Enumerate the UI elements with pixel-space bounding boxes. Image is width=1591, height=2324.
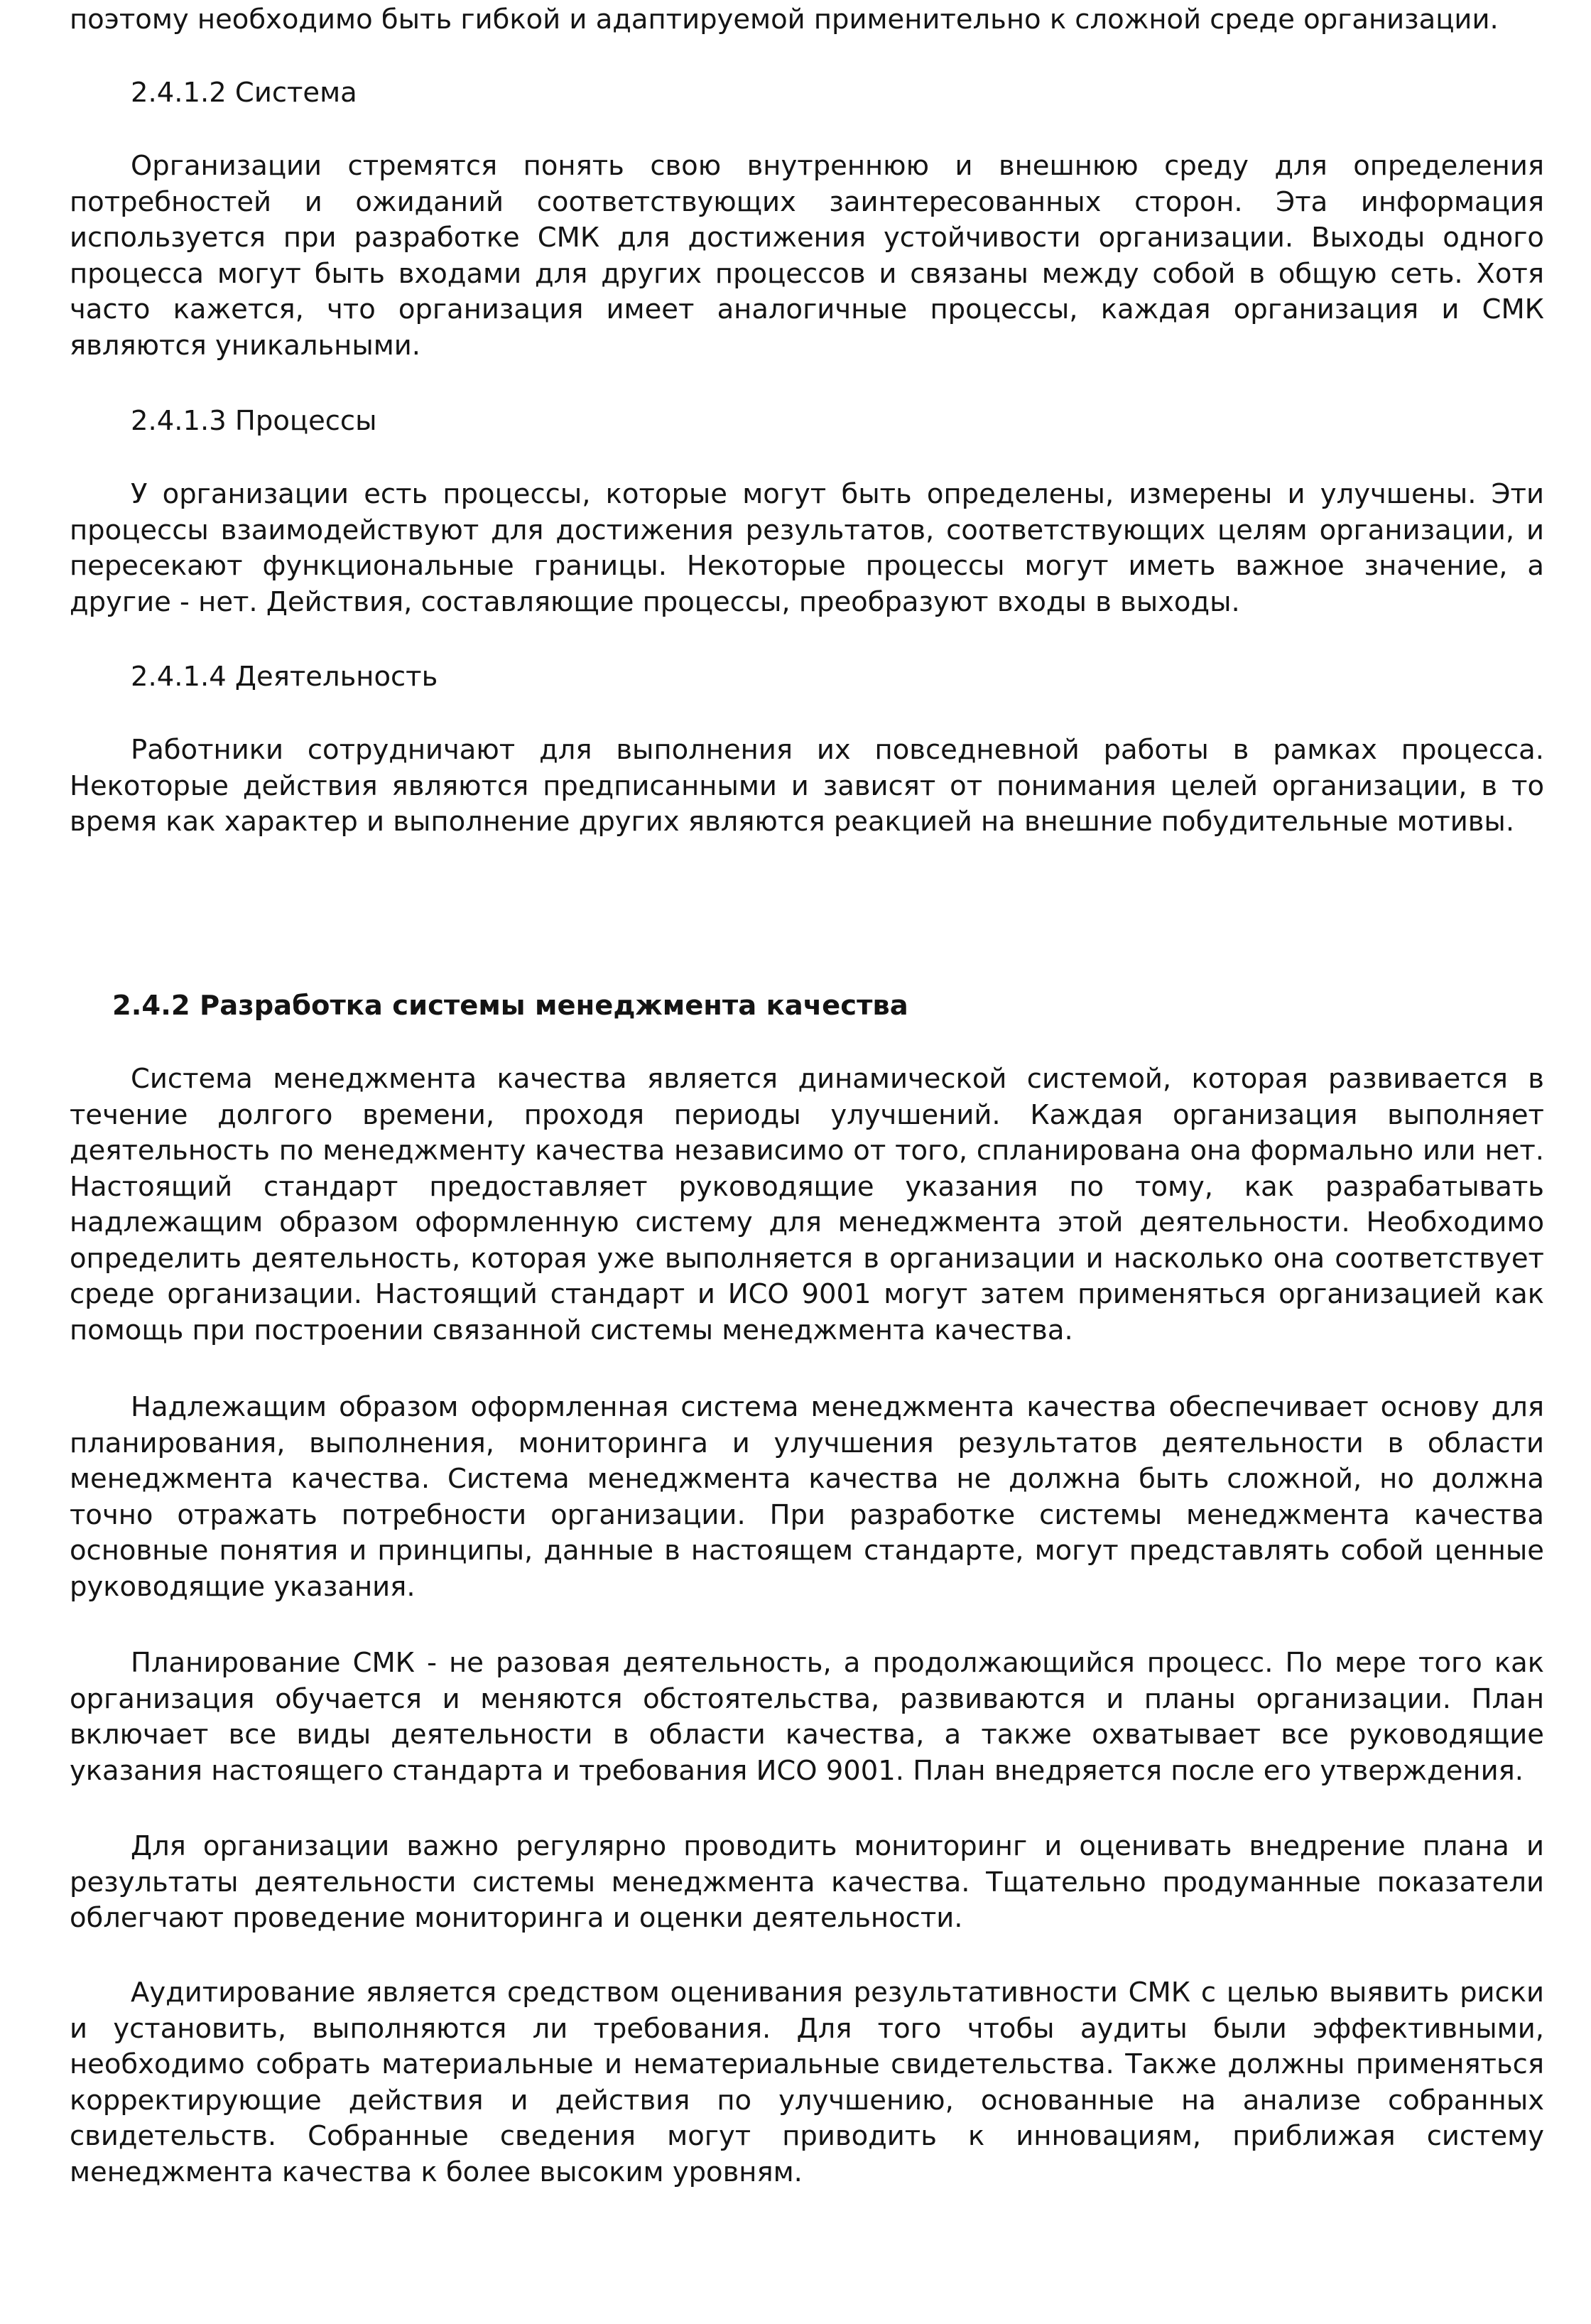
section-heading-2-4-2: 2.4.2 Разработка системы менеджмента качества xyxy=(112,990,908,1022)
paragraph-development-1: Система менеджмента качества является динамической системой, которая развивается в течение долгого времени, проходя периоды улучшений. Каждая организация выполняет деятельность по менеджменту качества независимо от того, спланирована она формально или нет. Настоящий стандарт предоставляет руководящие указания по тому, как разрабатывать надлежащим образом оформленную систему для менеджмента этой деятельности. Необходимо определить деятельность, которая уже выполняется в организации и насколько она соответствует среде организации. Настоящий стандарт и ИСО 9001 могут затем применяться организацией как помощь при построении связанной системы менеджмента качества. xyxy=(70,1063,1544,1346)
document-page xyxy=(70,0,1544,2324)
paragraph-development-2: Надлежащим образом оформленная система менеджмента качества обеспечивает основу для планирования, выполнения, мониторинга и улучшения результатов деятельности в области менеджмента качества. Система менеджмента качества не должна быть сложной, но должна точно отражать потребности организации. При разработке системы менеджмента качества основные понятия и принципы, данные в настоящем стандарте, могут представлять собой ценные руководящие указания. xyxy=(70,1391,1544,1603)
paragraph-development-5: Аудитирование является средством оценивания результативности СМК с целью выявить риски и установить, выполняются ли требования. Для того чтобы аудиты были эффективными, необходимо собрать материальные и нематериальные свидетельства. Также должны применяться корректирующие действия и действия по улучшению, основанные на анализе собранных свидетельств. Собранные сведения могут приводить к инновациям, приближая систему менеджмента качества к более высоким уровням. xyxy=(70,1977,1544,2188)
subheading-2-4-1-4: 2.4.1.4 Деятельность xyxy=(131,661,438,693)
paragraph-top: поэтому необходимо быть гибкой и адаптируемой применительно к сложной среде организации. xyxy=(70,4,1499,36)
paragraph-development-4: Для организации важно регулярно проводить мониторинг и оценивать внедрение плана и результаты деятельности системы менеджмента качества. Тщательно продуманные показатели облегчают проведение мониторинга и оценки деятельности. xyxy=(70,1830,1544,1934)
subheading-2-4-1-3: 2.4.1.3 Процессы xyxy=(131,405,377,437)
subheading-2-4-1-2: 2.4.1.2 Система xyxy=(131,77,357,109)
paragraph-system: Организации стремятся понять свою внутреннюю и внешнюю среду для определения потребностей и ожиданий соответствующих заинтересованных сторон. Эта информация используется при разработке СМК для достижения устойчивости организации. Выходы одного процесса могут быть входами для других процессов и связаны между собой в общую сеть. Хотя часто кажется, что организация имеет аналогичные процессы, каждая организация и СМК являются уникальными. xyxy=(70,150,1544,362)
paragraph-processes: У организации есть процессы, которые могут быть определены, измерены и улучшены. Эти процессы взаимодействуют для достижения результатов, соответствующих целям организации, и пересекают функциональные границы. Некоторые процессы могут иметь важное значение, а другие - нет. Действия, составляющие процессы, преобразуют входы в выходы. xyxy=(70,478,1544,618)
paragraph-development-3: Планирование СМК - не разовая деятельность, а продолжающийся процесс. По мере того как организация обучается и меняются обстоятельства, развиваются и планы организации. План включает все виды деятельности в области качества, а также охватывает все руководящие указания настоящего стандарта и требования ИСО 9001. План внедряется после его утверждения. xyxy=(70,1647,1544,1787)
paragraph-activity: Работники сотрудничают для выполнения их повседневной работы в рамках процесса. Некоторые действия являются предписанными и зависят от понимания целей организации, в то время как характер и выполнение других являются реакцией на внешние побудительные мотивы. xyxy=(70,734,1544,838)
